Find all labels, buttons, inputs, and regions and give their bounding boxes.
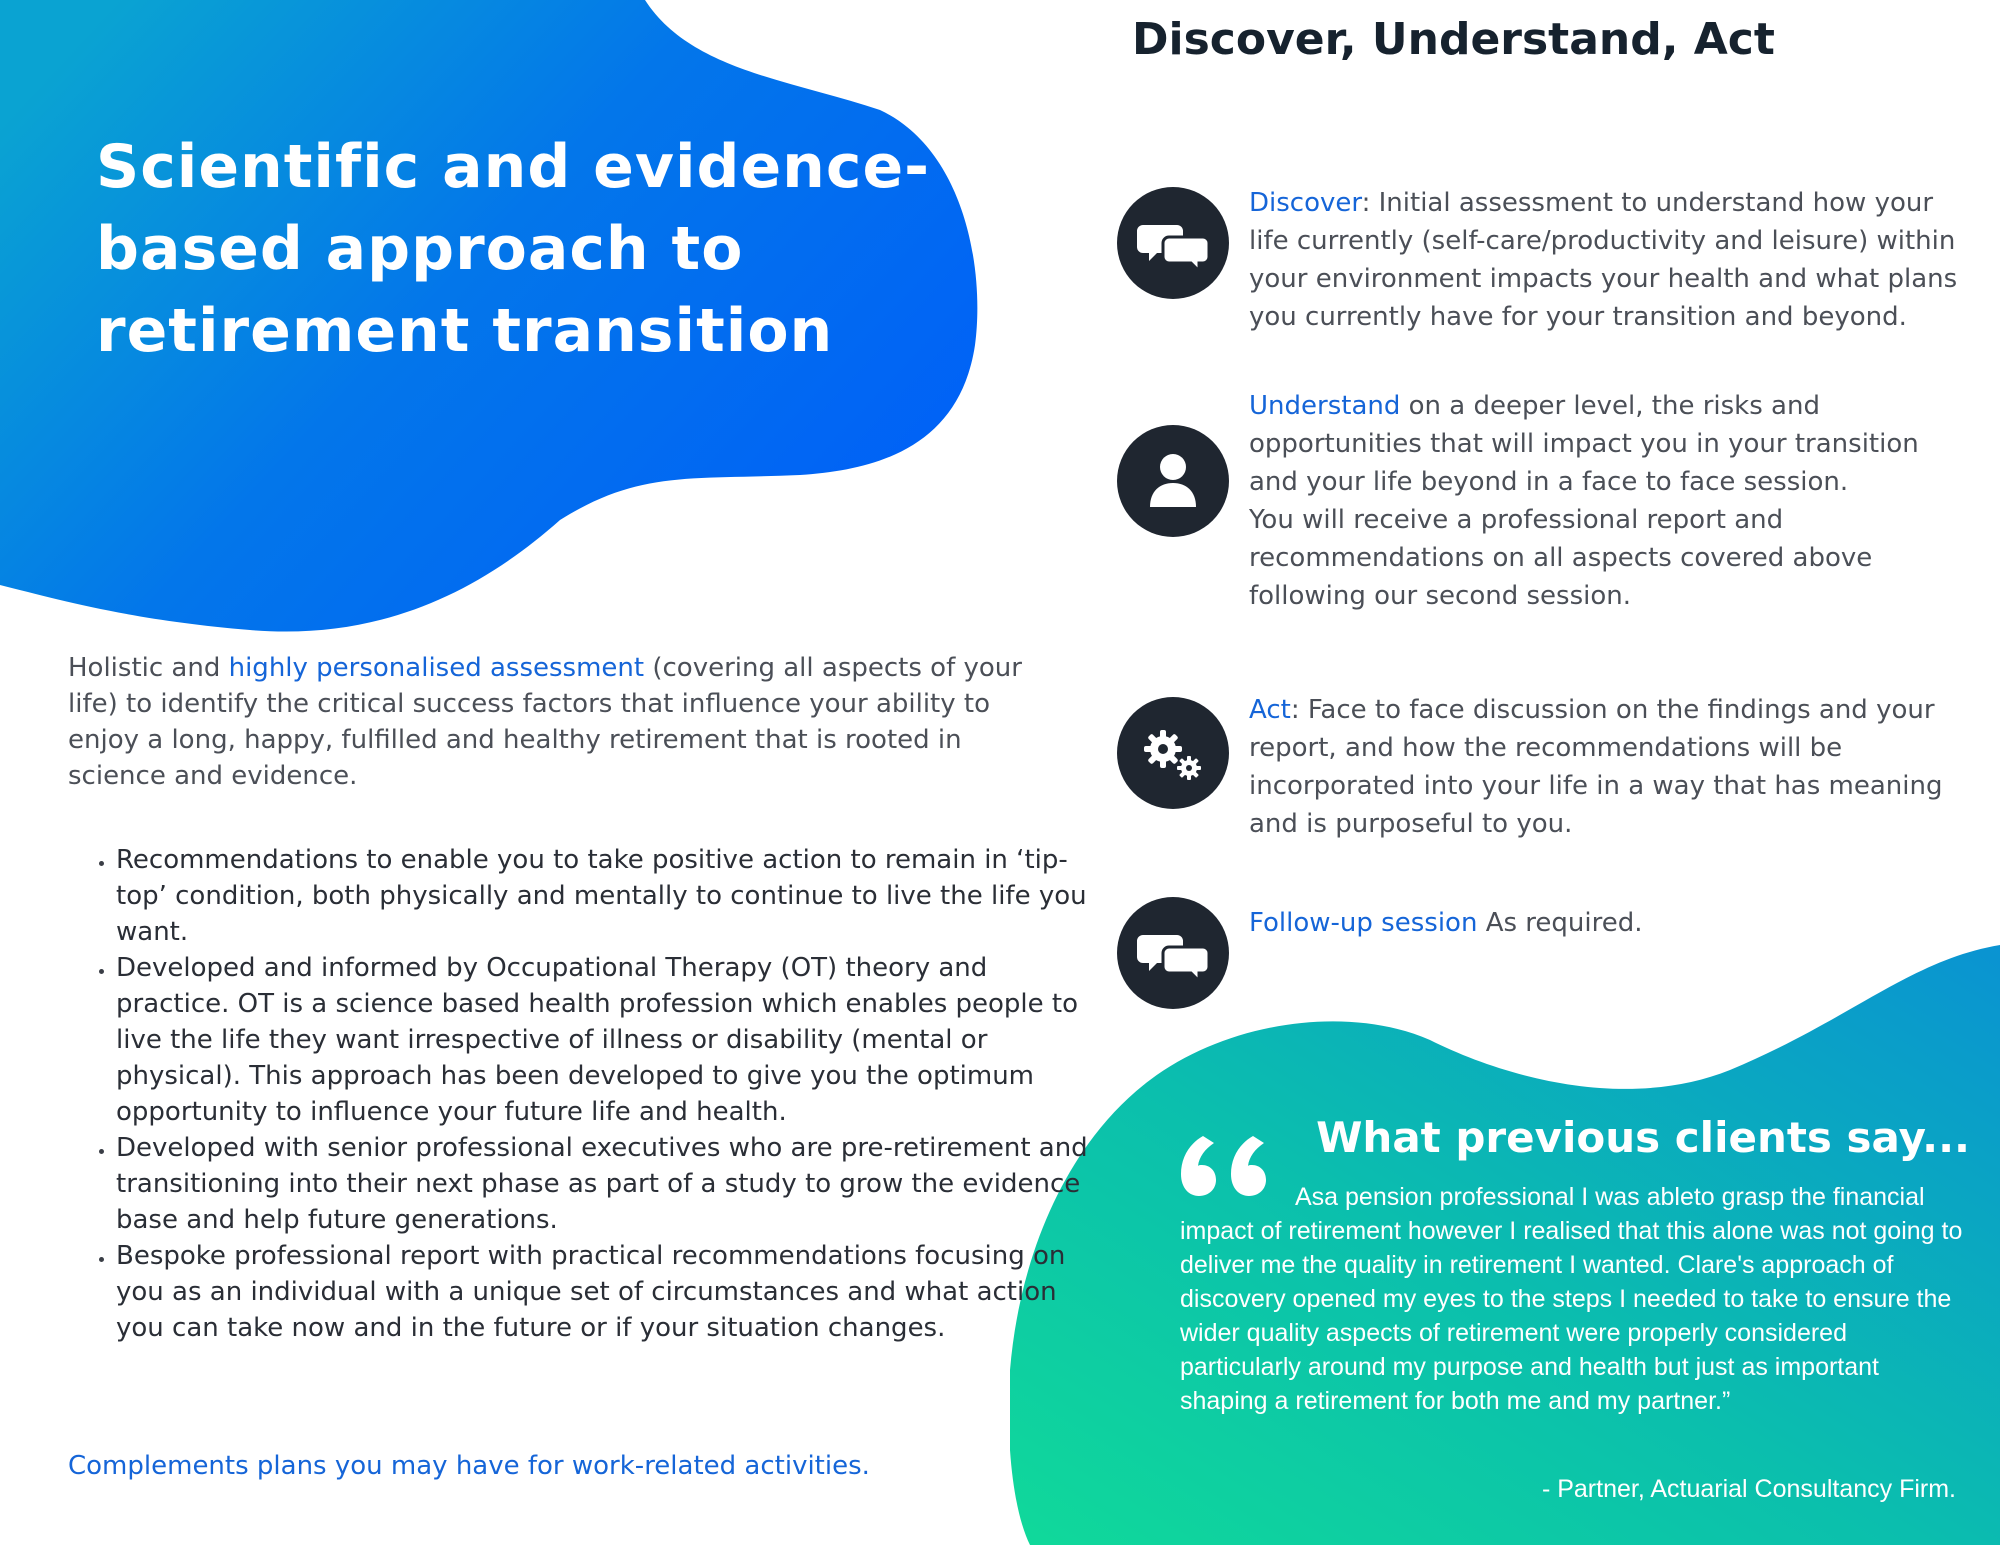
hero-title: Scientific and evidence-based approach to retirement transition bbox=[96, 132, 931, 366]
complement-note: Complements plans you may have for work-related activities. bbox=[68, 1451, 870, 1481]
step-description: As required. bbox=[1477, 908, 1643, 938]
step-follow-up bbox=[1249, 904, 1969, 942]
step-label: Understand bbox=[1249, 391, 1401, 421]
chat-bubbles-icon bbox=[1117, 187, 1229, 299]
step-label: Discover bbox=[1249, 188, 1362, 218]
step-understand bbox=[1249, 387, 1969, 615]
step-description: on a deeper level, the risks and opportunities that will impact you in your transition and your life beyond in a face to face session. bbox=[1249, 391, 1919, 497]
intro-prefix: Holistic and bbox=[68, 653, 229, 683]
list-item: • Developed and informed by Occupational Therapy (OT) theory and practice. OT is a science based health profession which enables people to live the life they want irrespective of illness or disability (mental or physical). This approach has been developed to give you the optimum opportunity to influence your future life and health. bbox=[116, 950, 1096, 1130]
intro-paragraph bbox=[68, 650, 1058, 794]
testimonial-quote: Asa pension professional I was ableto grasp the financial impact of retirement however I realised that this alone was not going to deliver me the quality in retirement I wanted. Clare's approach of discovery opened my eyes to the steps I needed to take to ensure the wider quality aspects of retirement were properly considered particularly around my purpose and health but just as important shaping a retirement for both me and my partner.” bbox=[1180, 1183, 1963, 1415]
step-description: : Initial assessment to understand how your life currently (self-care/productivity and leisure) within your environment impacts your health and what plans you currently have for your transition and beyond. bbox=[1249, 188, 1958, 332]
gears-icon bbox=[1117, 697, 1229, 809]
testimonial-title: What previous clients say... bbox=[1316, 1113, 1970, 1162]
intro-suffix: (covering all aspects of your life) to identify the critical success factors that influence your ability to enjoy a long, happy, fulfilled and healthy retirement that is rooted in science and evidence. bbox=[68, 653, 1022, 791]
testimonial-author: - Partner, Actuarial Consultancy Firm. bbox=[1541, 1475, 1956, 1503]
step-act bbox=[1249, 691, 1969, 843]
section-title: Discover, Understand, Act bbox=[1132, 14, 1775, 65]
chat-bubbles-icon bbox=[1117, 897, 1229, 1009]
intro-highlight: highly personalised assessment bbox=[228, 653, 645, 683]
step-description: : Face to face discussion on the findings and your report, and how the recommendations will be incorporated into your life in a way that has meaning and is purposeful to you. bbox=[1249, 695, 1943, 839]
step-description-followup: You will receive a professional report and recommendations on all aspects covered above following our second session. bbox=[1249, 505, 1873, 611]
list-item: • Bespoke professional report with practical recommendations focusing on you as an individual with a unique set of circumstances and what action you can take now and in the future or if your situation changes. bbox=[116, 1238, 1096, 1346]
person-icon bbox=[1117, 425, 1229, 537]
list-item: • Recommendations to enable you to take positive action to remain in ‘tip-top’ condition, both physically and mentally to continue to live the life you want. bbox=[116, 842, 1096, 950]
step-label: Act bbox=[1249, 695, 1291, 725]
benefits-list bbox=[84, 842, 1096, 1346]
step-discover bbox=[1249, 184, 1969, 336]
step-label: Follow-up session bbox=[1249, 908, 1478, 938]
list-item: • Developed with senior professional executives who are pre-retirement and transitioning into their next phase as part of a study to grow the evidence base and help future generations. bbox=[116, 1130, 1096, 1238]
